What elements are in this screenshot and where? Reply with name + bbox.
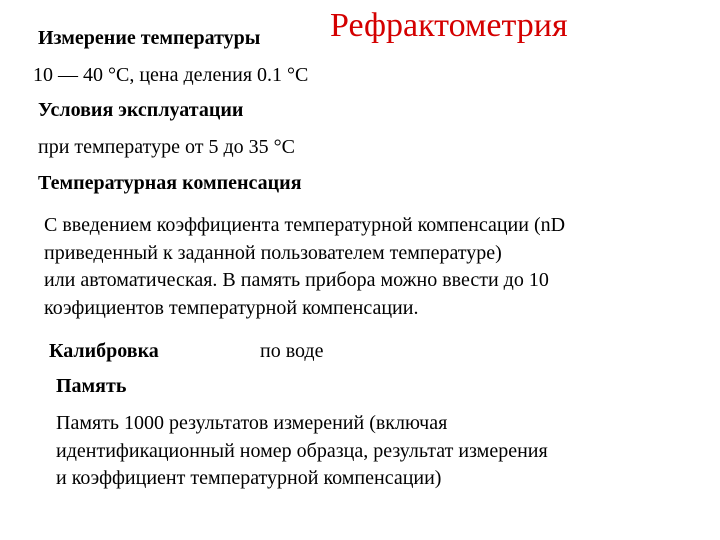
temperature-compensation-text [44,212,565,322]
measurement-value: 10 — 40 °С, цена деления 0.1 °С [33,64,309,86]
temperature-compensation-line: С введением коэффициента температурной компенсации (nD [44,214,566,236]
memory-line: и коэффициент температурной компенсации) [56,467,442,489]
measurement-heading: Измерение температуры [38,27,261,49]
calibration-value: по воде [260,340,324,362]
calibration-heading: Калибровка [49,340,159,362]
operating-conditions-value: при температуре от 5 до 35 °С [38,136,295,158]
memory-text [56,410,548,493]
memory-line: Память 1000 результатов измерений (включая [56,412,448,434]
operating-conditions-heading: Условия эксплуатации [38,99,244,121]
temperature-compensation-line: коэфициентов температурной компенсации. [44,296,419,319]
memory-line: идентификационный номер образца, результат измерения [56,439,548,462]
slide-title: Рефрактометрия [330,7,568,44]
temperature-compensation-line: или автоматическая. В память прибора можно ввести до 10 [44,269,549,291]
temperature-compensation-line: приведенный к заданной пользователем температуре) [44,241,502,264]
memory-heading: Память [56,375,127,397]
temperature-compensation-heading: Температурная компенсация [38,172,302,194]
